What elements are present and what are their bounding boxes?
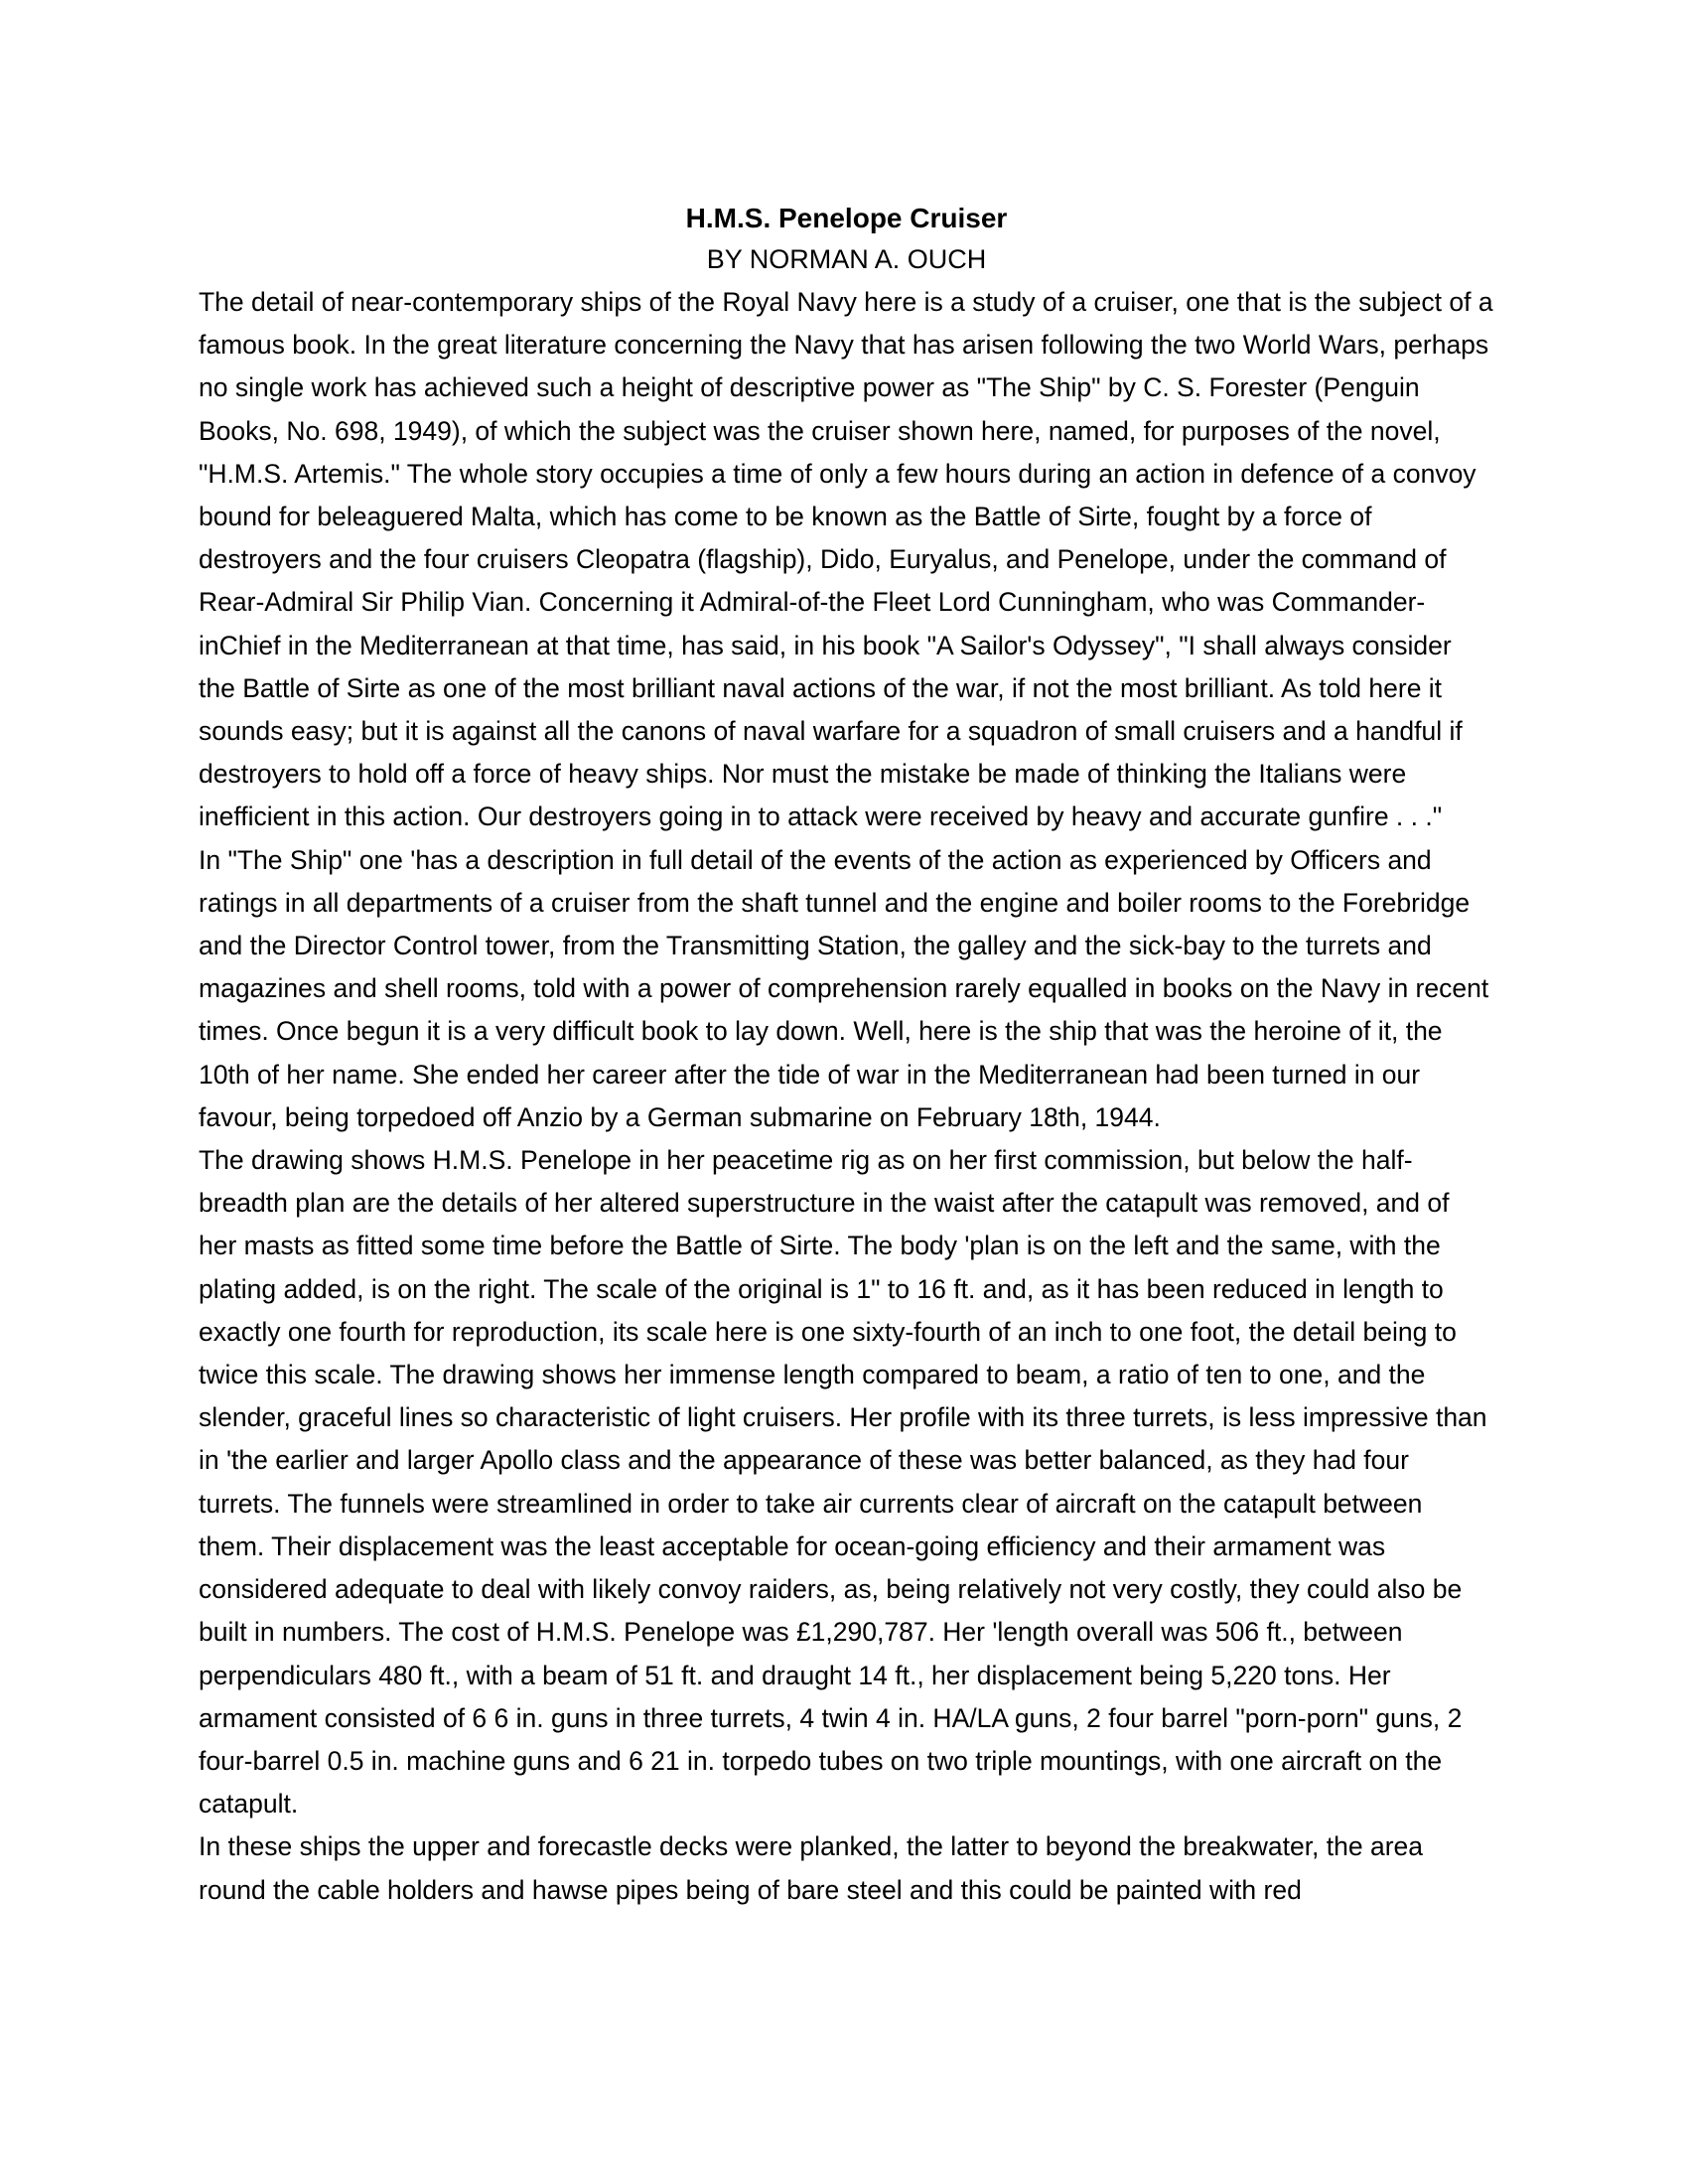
document-title: H.M.S. Penelope Cruiser bbox=[685, 203, 1008, 233]
paragraph-2: In "The Ship" one 'has a description in full detail of the events of the action as experienced by Officers and ratings in all departments of a cruiser from the shaft tunnel and the engine and boiler rooms to the Forebridge and the Director Control tower, from the Transmitting Station, the galley and the sick-bay to the turrets and magazines and shell rooms, told with a power of comprehension rarely equalled in books on the Navy in recent times. Once begun it is a very difficult book to lay down. Well, here is the ship that was the heroine of it, the 10th of her name. She ended her career after the tide of war in the Mediterranean had been turned in our favour, being torpedoed off Anzio by a German submarine on February 18th, 1944. bbox=[199, 844, 1489, 1132]
document-body bbox=[199, 199, 1494, 1912]
paragraph-3: The drawing shows H.M.S. Penelope in her peacetime rig as on her first commission, but below the half-breadth plan are the details of her altered superstructure in the waist after the catapult was removed, and of her masts as fitted some time before the Battle of Sirte. The body 'plan is on the left and the same, with the plating added, is on the right. The scale of the original is 1" to 16 ft. and, as it has been reduced in length to exactly one fourth for reproduction, its scale here is one sixty-fourth of an inch to one foot, the detail being to twice this scale. The drawing shows her immense length compared to beam, a ratio of ten to one, and the slender, graceful lines so characteristic of light cruisers. Her profile with its three turrets, is less impressive than in 'the earlier and larger Apollo class and the appearance of these was better balanced, as they had four turrets. The funnels were streamlined in order to take air currents clear of aircraft on the catapult between them. Their displacement was the least acceptable for ocean-going efficiency and their armament was considered adequate to deal with likely convoy raiders, as, being relatively not very costly, they could also be built in numbers. The cost of H.M.S. Penelope was £1,290,787. Her 'length overall was 506 ft., between perpendiculars 480 ft., with a beam of 51 ft. and draught 14 ft., her displacement being 5,220 tons. Her armament consisted of 6 6 in. guns in three turrets, 4 twin 4 in. HA/LA guns, 2 four barrel "porn-porn" guns, 2 four-barrel 0.5 in. machine guns and 6 21 in. torpedo tubes on two triple mountings, with one aircraft on the catapult. bbox=[199, 1145, 1487, 1820]
document-byline: BY NORMAN A. OUCH bbox=[706, 244, 987, 274]
paragraph-1: The detail of near-contemporary ships of the Royal Navy here is a study of a cruiser, one that is the subject of a famous book. In the great literature concerning the Navy that has arisen following the two World Wars, perhaps no single work has achieved such a height of descriptive power as "The Ship" by C. S. Forester (Penguin Books, No. 698, 1949), of which the subject was the cruiser shown here, named, for purposes of the novel, "H.M.S. Artemis." The whole story occupies a time of only a few hours during an action in defence of a convoy bound for beleaguered Malta, which has come to be known as the Battle of Sirte, fought by a force of destroyers and the four cruisers Cleopatra (flagship), Dido, Euryalus, and Penelope, under the command of Rear-Admiral Sir Philip Vian. Concerning it Admiral-of-the Fleet Lord Cunningham, who was Commander-inChief in the Mediterranean at that time, has said, in his book "A Sailor's Odyssey", "I shall always consider the Battle of Sirte as one of the most brilliant naval actions of the war, if not the most brilliant. As told here it sounds easy; but it is against all the canons of naval warfare for a squadron of small cruisers and a handful if destroyers to hold off a force of heavy ships. Nor must the mistake be made of thinking the Italians were inefficient in this action. Our destroyers going in to attack were received by heavy and accurate gunfire . . ." bbox=[199, 287, 1493, 832]
paragraph-4: In these ships the upper and forecastle decks were planked, the latter to beyond the breakwater, the area round the cable holders and hawse pipes being of bare steel and this could be painted with red bbox=[199, 1831, 1424, 1905]
